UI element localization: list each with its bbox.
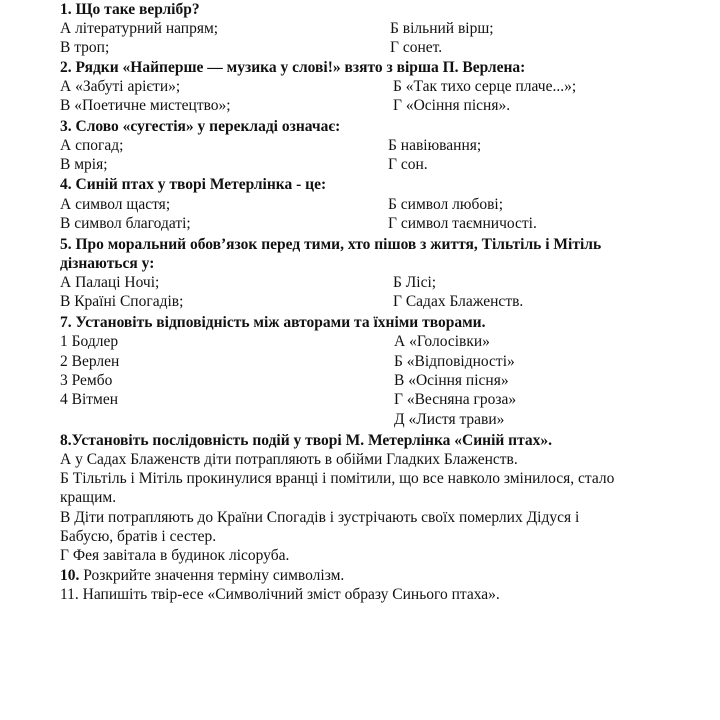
q3-option-a: А спогад; [60,137,124,154]
question-5-title-line-1: 5. Про моральний обов’язок перед тими, хто пішов з життя, Тільтіль і Мітіль [60,236,602,253]
q3-option-c: В мрія; [60,156,108,173]
q7-work: Д «Листя трави» [394,411,505,428]
question-3-title: 3. Слово «сугестія» у перекладі означає: [60,118,341,135]
q2-option-c: В «Поетичне мистецтво»; [60,97,231,114]
question-4-title: 4. Синій птах у творі Метерлінка - це: [60,176,327,193]
q1-option-c: В троп; [60,39,110,56]
q5-option-a: А Палаці Ночі; [60,274,160,291]
q7-author: 3 Рембо [60,372,113,389]
q7-work: Г «Весняна гроза» [394,391,517,408]
question-10-number: 10. [60,567,80,584]
q1-option-a: А літературний напрям; [60,20,219,37]
q8-item-continuation: Бабусю, братів і сестер. [60,528,217,545]
q7-work: А «Голосівки» [394,333,490,350]
q8-item: В Діти потрапляють до Країни Спогадів і зустрічають своїх померлих Дідуся і [60,509,580,526]
q4-option-d: Г символ таємничості. [388,215,537,232]
question-2-title: 2. Рядки «Найперше — музика у слові!» взято з вірша П. Верлена: [60,59,526,76]
q2-option-a: А «Забуті арієти»; [60,78,181,95]
q7-author: 1 Бодлер [60,333,119,350]
q2-option-b: Б «Так тихо серце плаче...»; [393,78,577,95]
q7-work: В «Осіння пісня» [394,372,509,389]
q8-item: Г Фея завітала в будинок лісоруба. [60,547,290,564]
question-1-title: 1. Що таке верлібр? [60,1,200,18]
q5-option-c: В Країні Спогадів; [60,293,184,310]
q4-option-c: В символ благодаті; [60,215,191,232]
q8-item: Б Тільтіль і Мітіль прокинулися вранці і помітили, що все навколо змінилося, стало [60,470,615,487]
q7-author: 4 Вітмен [60,391,119,408]
q3-option-b: Б навіювання; [388,137,482,154]
q8-item-continuation: кращим. [60,489,117,506]
q5-option-b: Б Лісі; [393,274,437,291]
question-8-title: 8.Установіть послідовність подій у творі М. Метерлінка «Синій птах». [60,432,553,449]
question-11: 11. Напишіть твір-есе «Символічний зміст образу Синього птаха». [60,586,500,603]
q3-option-d: Г сон. [388,156,428,173]
q5-option-d: Г Садах Блаженств. [393,293,524,310]
q7-work: Б «Відповідності» [394,353,515,370]
q4-option-b: Б символ любові; [388,196,504,213]
q1-option-d: Г сонет. [390,39,443,56]
question-5-title-line-2: дізнаються у: [60,255,155,272]
q2-option-d: Г «Осіння пісня». [393,97,511,114]
question-10-text: Розкрийте значення терміну символізм. [79,567,345,584]
question-10 [60,566,344,586]
q1-option-b: Б вільний вірш; [390,20,494,37]
q7-author: 2 Верлен [60,353,120,370]
q8-item: А у Садах Блаженств діти потрапляють в обійми Гладких Блаженств. [60,451,518,468]
q4-option-a: А символ щастя; [60,196,171,213]
question-7-title: 7. Установіть відповідність між авторами та їхніми творами. [60,314,486,331]
